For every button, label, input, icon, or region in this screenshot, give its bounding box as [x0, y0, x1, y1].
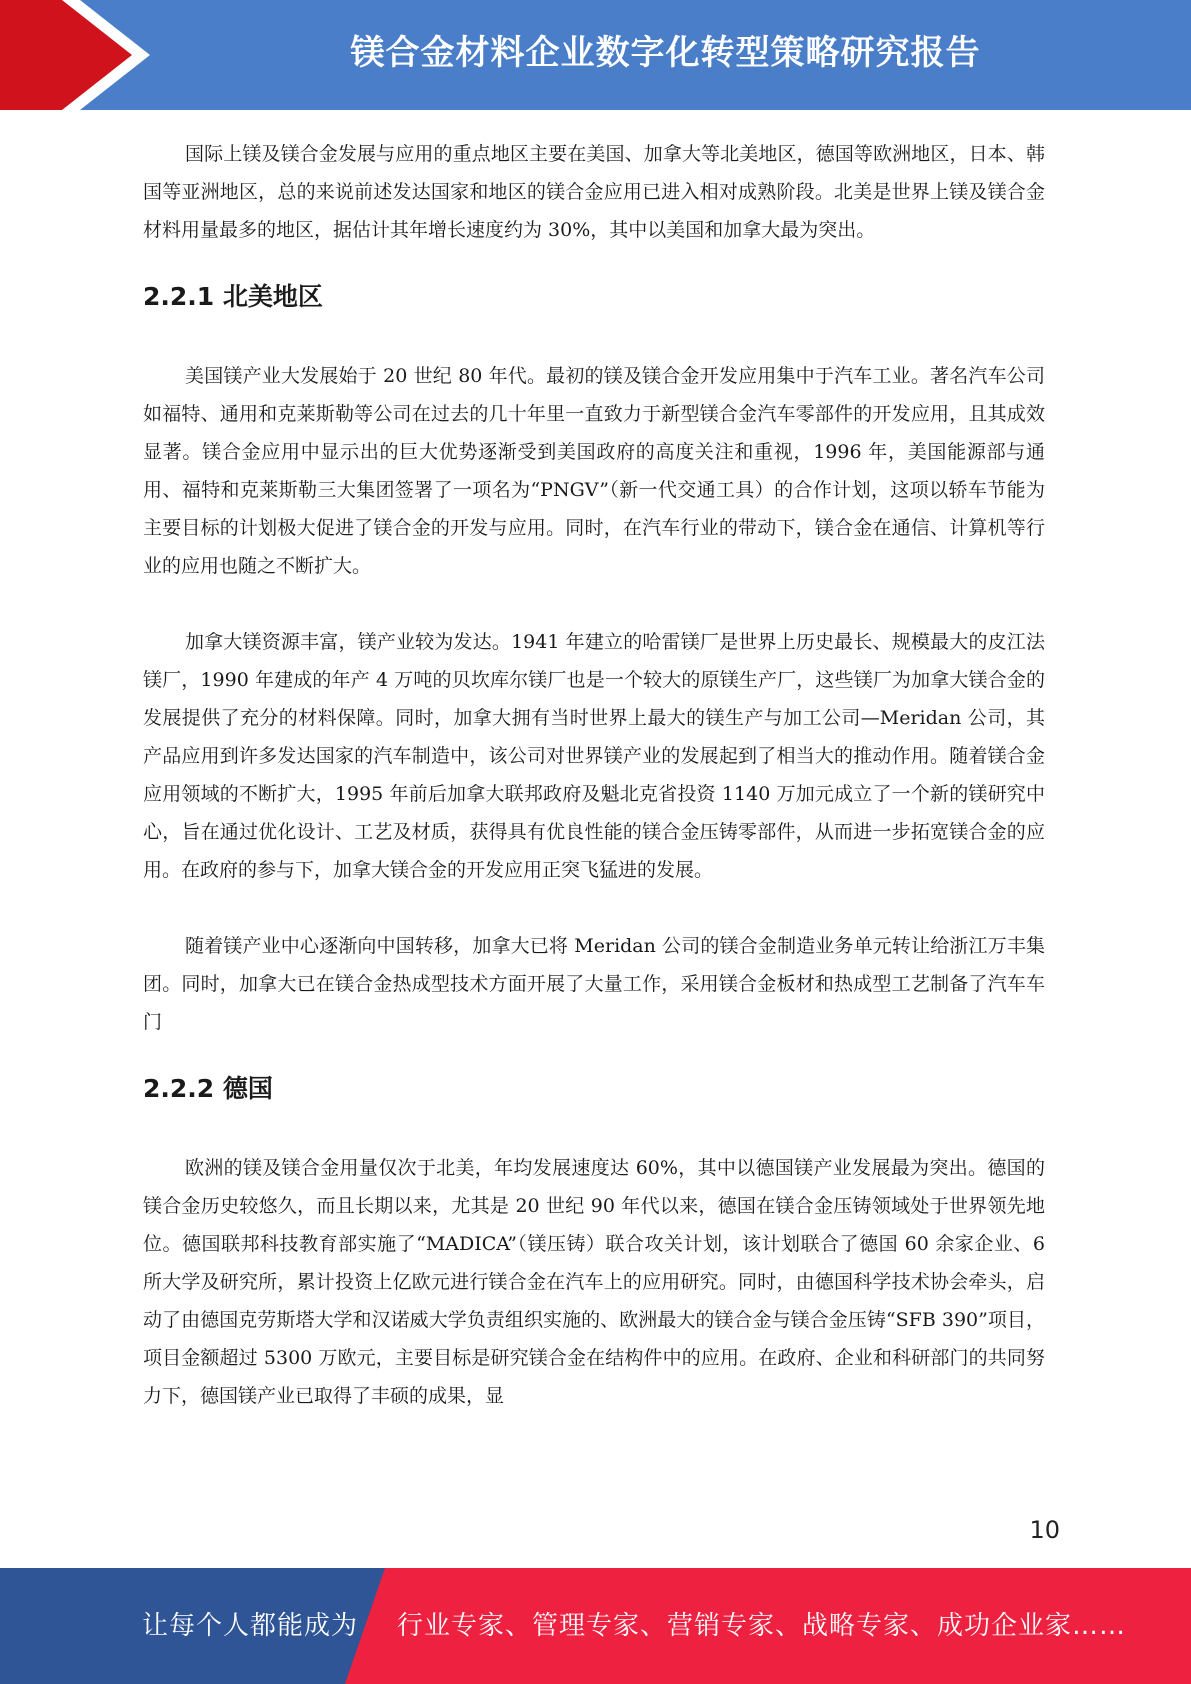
- footer-slogan-right: 行业专家、管理专家、营销专家、战略专家、成功企业家……: [397, 1611, 1127, 1641]
- document-body: [143, 135, 1045, 1415]
- page-number: 10: [1029, 1516, 1060, 1544]
- section-heading-germany: 2.2.2 德国: [143, 1074, 273, 1103]
- page-footer: [0, 1568, 1191, 1684]
- paragraph-canada: 加拿大镁资源丰富，镁产业较为发达。1941 年建立的哈雷镁厂是世界上历史最长、规模最大的皮江法镁厂，1990 年建成的年产 4 万吨的贝坎库尔镁厂也是一个较大的原镁生产厂，这些镁厂为加拿大镁合金的发展提供了充分的材料保障。同时，加拿大拥有当时世界上最大的镁生产与加工公司—Meridan 公司，其产品应用到许多发达国家的汽车制造中，该公司对世界镁产业的发展起到了相当大的推动作用。随着镁合金应用领域的不断扩大，1995 年前后加拿大联邦政府及魁北克省投资 1140 万加元成立了一个新的镁研究中心，旨在通过优化设计、工艺及材质，获得具有优良性能的镁合金压铸零部件，从而进一步拓宽镁合金的应用。在政府的参与下，加拿大镁合金的开发应用正突飞猛进的发展。: [143, 631, 1045, 881]
- intro-paragraph: 国际上镁及镁合金发展与应用的重点地区主要在美国、加拿大等北美地区，德国等欧洲地区，日本、韩国等亚洲地区，总的来说前述发达国家和地区的镁合金应用已进入相对成熟阶段。北美是世界上镁及镁合金材料用量最多的地区，据估计其年增长速度约为 30%，其中以美国和加拿大最为突出。: [143, 143, 1045, 241]
- page-header: [0, 0, 1191, 110]
- paragraph-germany: 欧洲的镁及镁合金用量仅次于北美，年均发展速度达 60%，其中以德国镁产业发展最为突出。德国的镁合金历史较悠久，而且长期以来，尤其是 20 世纪 90 年代以来，德国在镁合金压铸领域处于世界领先地位。德国联邦科技教育部实施了“MADICA”（镁压铸）联合攻关计划，该计划联合了德国 60 余家企业、6 所大学及研究所，累计投资上亿欧元进行镁合金在汽车上的应用研究。同时，由德国科学技术协会牵头，启动了由德国克劳斯塔大学和汉诺威大学负责组织实施的、欧洲最大的镁合金与镁合金压铸“SFB 390”项目，项目金额超过 5300 万欧元，主要目标是研究镁合金在结构件中的应用。在政府、企业和科研部门的共同努力下，德国镁产业已取得了丰硕的成果，显: [143, 1157, 1045, 1407]
- header-red-arrow-icon: [0, 0, 150, 110]
- footer-slogan-left: 让每个人都能成为: [142, 1611, 359, 1641]
- paragraph-canada-transfer: 随着镁产业中心逐渐向中国转移，加拿大已将 Meridan 公司的镁合金制造业务单元转让给浙江万丰集团。同时，加拿大已在镁合金热成型技术方面开展了大量工作，采用镁合金板材和热成型工艺制备了汽车车门: [143, 935, 1045, 1033]
- report-title: 镁合金材料企业数字化转型策略研究报告: [350, 33, 981, 73]
- paragraph-usa: 美国镁产业大发展始于 20 世纪 80 年代。最初的镁及镁合金开发应用集中于汽车工业。著名汽车公司如福特、通用和克莱斯勒等公司在过去的几十年里一直致力于新型镁合金汽车零部件的开发应用，且其成效显著。镁合金应用中显示出的巨大优势逐渐受到美国政府的高度关注和重视，1996 年，美国能源部与通用、福特和克莱斯勒三大集团签署了一项名为“PNGV”（新一代交通工具）的合作计划，这项以轿车节能为主要目标的计划极大促进了镁合金的开发与应用。同时，在汽车行业的带动下，镁合金在通信、计算机等行业的应用也随之不断扩大。: [143, 365, 1045, 577]
- section-heading-north-america: 2.2.1 北美地区: [143, 282, 323, 311]
